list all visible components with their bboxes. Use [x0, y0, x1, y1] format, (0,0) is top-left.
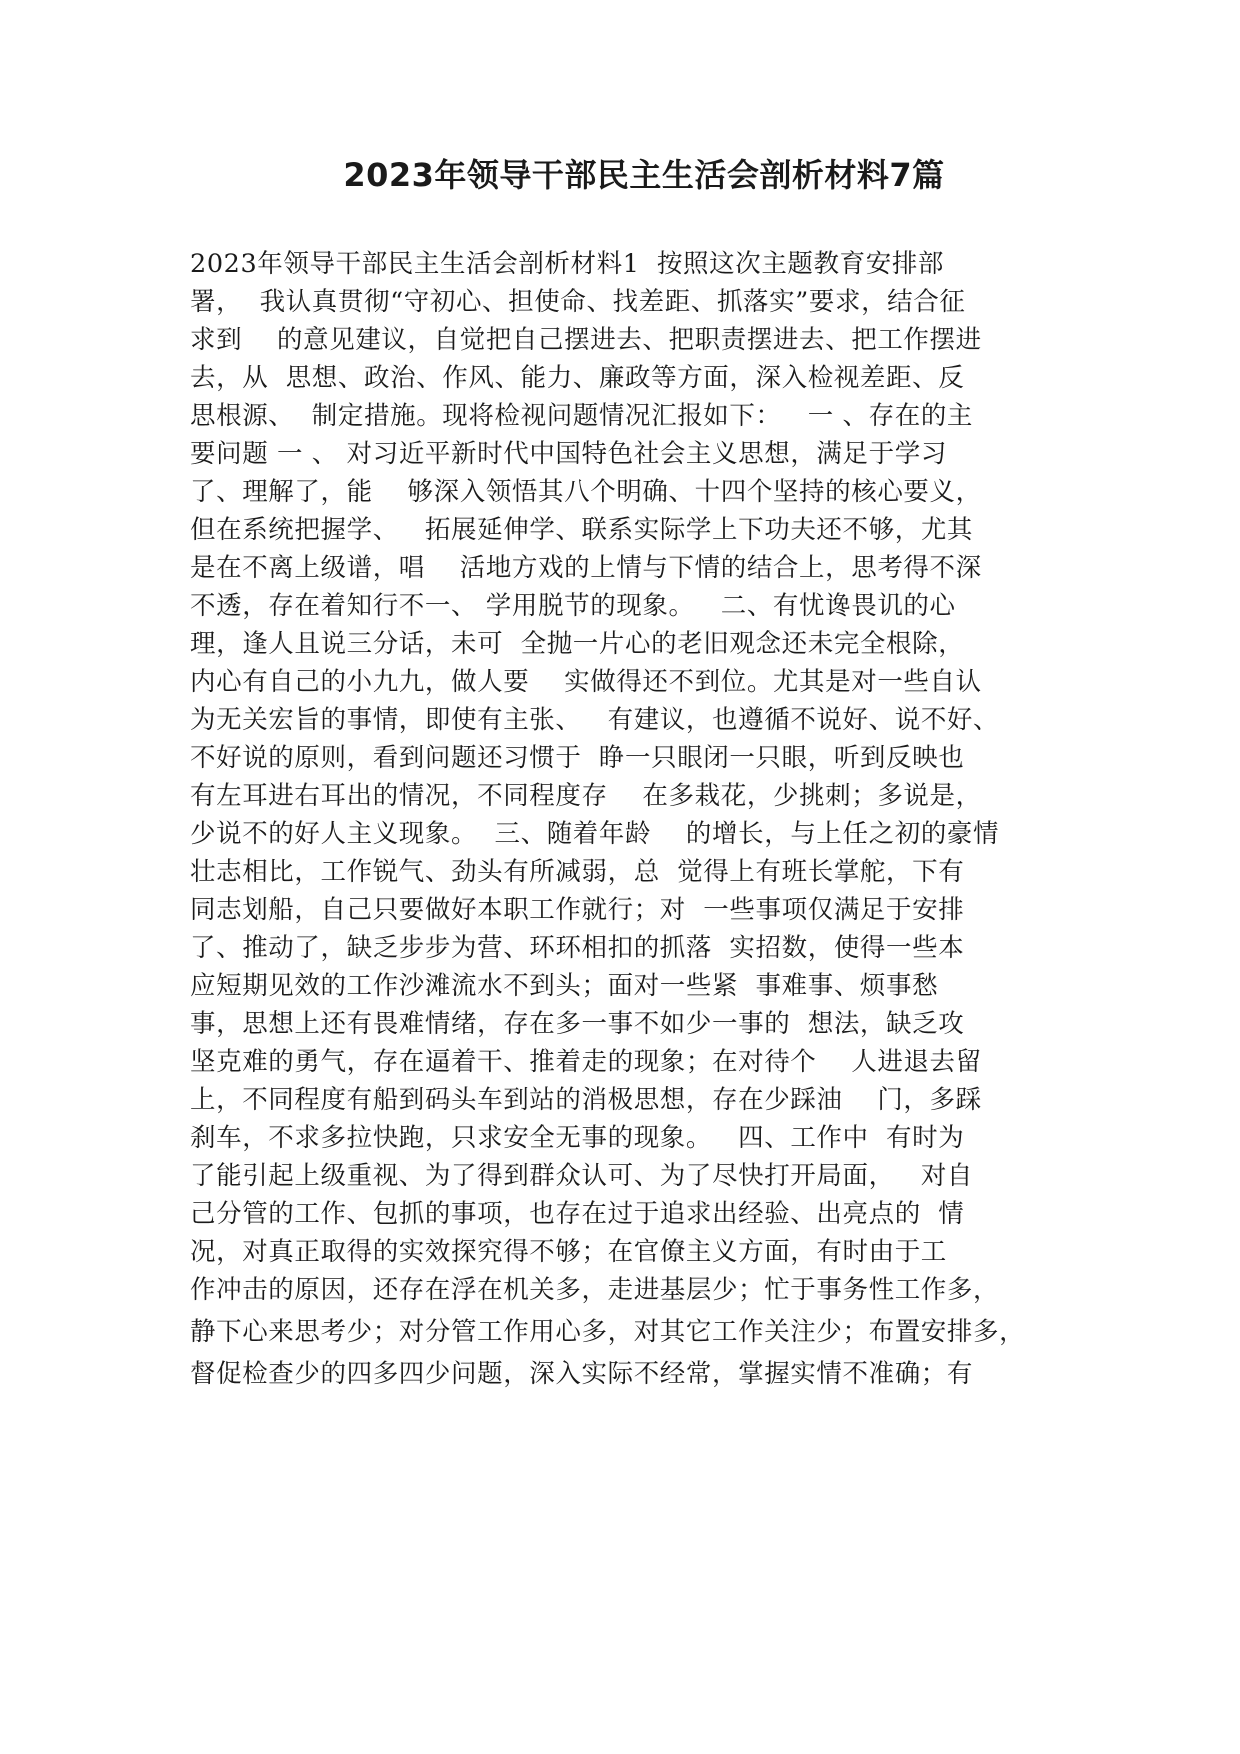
body-line: 应短期见效的工作沙滩流水不到头；面对一些紧 事难事、烦事愁	[190, 971, 939, 1001]
body-line: 署， 我认真贯彻“守初心、担使命、找差距、抓落实”要求，结合征	[190, 287, 966, 317]
body-line: 但在系统把握学、 拓展延伸学、联系实际学上下功夫还不够，尤其	[190, 515, 974, 545]
body-line: 是在不离上级谱，唱 活地方戏的上情与下情的结合上，思考得不深	[190, 553, 982, 583]
body-line: 理，逢人且说三分话，未可 全抛一片心的老旧观念还未完全根除，	[190, 629, 965, 659]
body-line: 内心有自己的小九九，做人要 实做得还不到位。尤其是对一些自认	[190, 667, 982, 697]
body-line: 上，不同程度有船到码头车到站的消极思想，存在少踩油 门，多踩	[190, 1085, 982, 1115]
body-line: 己分管的工作、包抓的事项，也存在过于追求出经验、出亮点的 情	[190, 1199, 965, 1229]
body-line: 壮志相比，工作锐气、劲头有所减弱，总 觉得上有班长掌舵，下有	[190, 857, 965, 887]
body-line: 不透，存在着知行不一、 学用脱节的现象。 二、有忧谗畏讥的心	[190, 591, 956, 621]
document-title: 2023年领导干部民主生活会剖析材料7篇	[343, 156, 945, 194]
body-line: 了能引起上级重视、为了得到群众认可、为了尽快打开局面， 对自	[190, 1161, 974, 1191]
body-line: 坚克难的勇气，存在逼着干、推着走的现象；在对待个 人进退去留	[190, 1047, 982, 1077]
document-body	[190, 245, 1070, 1393]
body-line: 刹车，不求多拉快跑，只求安全无事的现象。 四、工作中 有时为	[190, 1123, 965, 1153]
body-line: 静下心来思考少；对分管工作用心多，对其它工作关注少；布置安排多，	[190, 1317, 1026, 1347]
body-line: 为无关宏旨的事情，即使有主张、 有建议，也遵循不说好、说不好、	[190, 705, 1000, 735]
body-line: 了、理解了，能 够深入领悟其八个明确、十四个坚持的核心要义，	[190, 477, 982, 507]
body-line: 事，思想上还有畏难情绪，存在多一事不如少一事的 想法，缺乏攻	[190, 1009, 965, 1039]
body-line: 要问题 一 、 对习近平新时代中国特色社会主义思想，满足于学习	[190, 439, 947, 469]
body-line: 少说不的好人主义现象。 三、随着年龄 的增长，与上任之初的豪情	[190, 819, 1000, 849]
body-line: 况，对真正取得的实效探究得不够；在官僚主义方面，有时由于工	[190, 1237, 947, 1267]
body-line: 去，从 思想、政治、作风、能力、廉政等方面，深入检视差距、反	[190, 363, 965, 393]
body-line: 求到 的意见建议，自觉把自己摆进去、把职责摆进去、把工作摆进	[190, 325, 982, 355]
body-line: 有左耳进右耳出的情况，不同程度存 在多栽花，少挑刺；多说是，	[190, 781, 982, 811]
body-line: 了、推动了，缺乏步步为营、环环相扣的抓落 实招数，使得一些本	[190, 933, 965, 963]
body-line: 2023年领导干部民主生活会剖析材料1 按照这次主题教育安排部	[190, 249, 945, 279]
body-line: 不好说的原则，看到问题还习惯于 睁一只眼闭一只眼，听到反映也	[190, 743, 965, 773]
body-line: 作冲击的原因，还存在浮在机关多，走进基层少；忙于事务性工作多，	[190, 1275, 1000, 1305]
body-line: 思根源、 制定措施。现将检视问题情况汇报如下： 一 、存在的主	[190, 401, 974, 431]
body-line: 督促检查少的四多四少问题，深入实际不经常，掌握实情不准确；有	[190, 1359, 974, 1389]
body-line: 同志划船，自己只要做好本职工作就行；对 一些事项仅满足于安排	[190, 895, 965, 925]
